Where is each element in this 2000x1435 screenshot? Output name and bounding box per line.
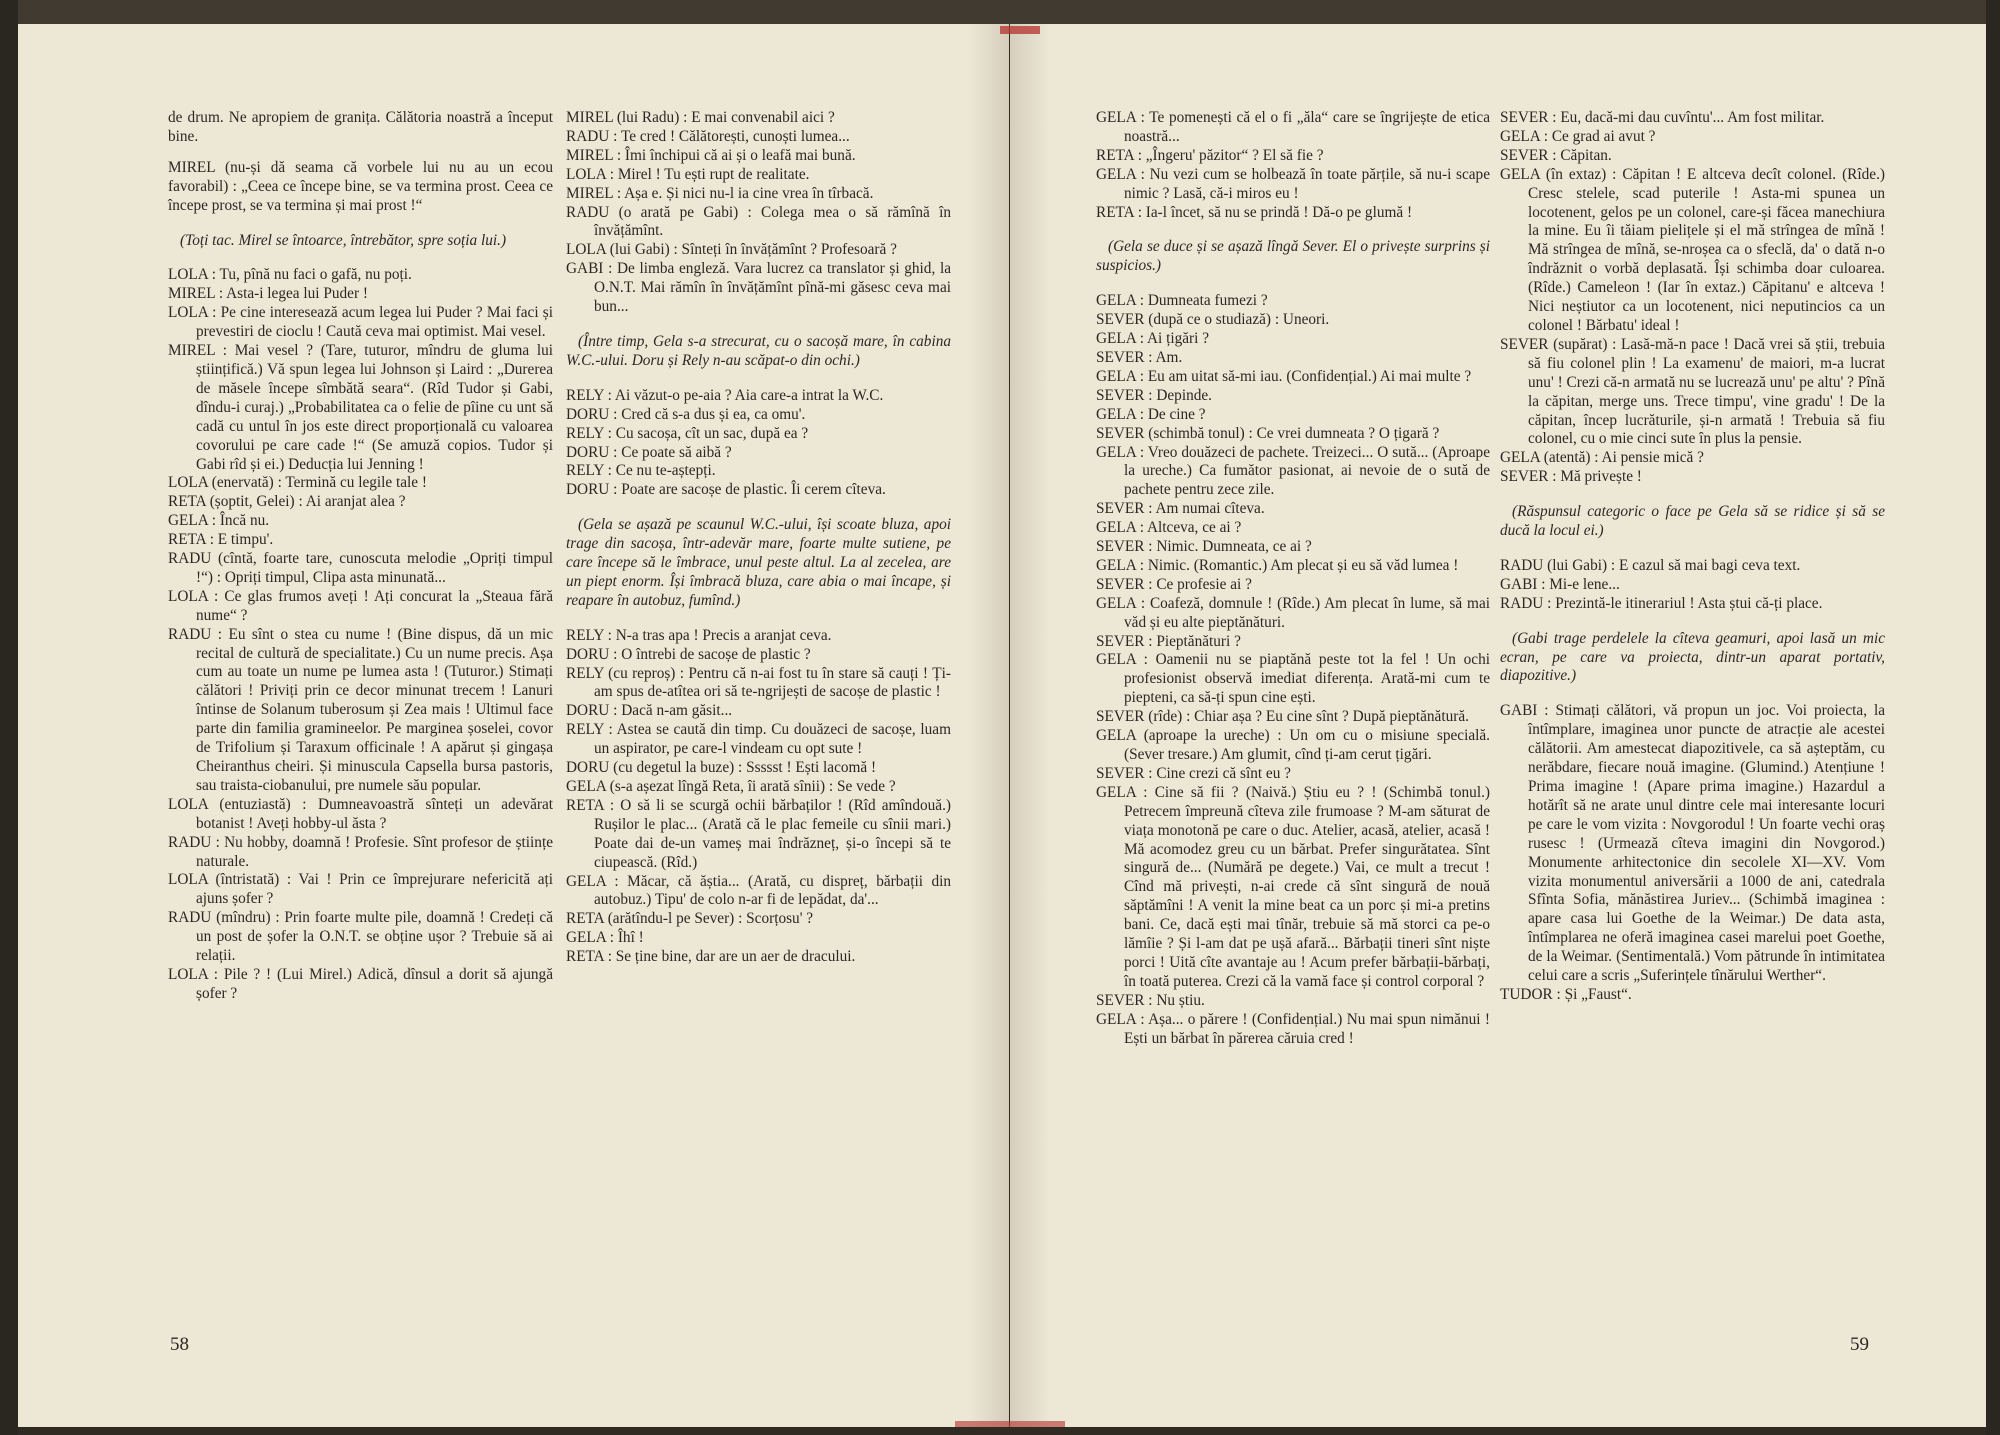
dialogue-line: GABI : De limba engleză. Vara lucrez ca translator și ghid, la O.N.T. Mai rămîn în învățămînt pînă-mi găsesc ceva mai bun... [566,260,951,316]
dialogue-line: RELY : Cu sacoșa, cît un sac, după ea ? [566,424,809,442]
dialogue-line: MIREL : Mai vesel ? (Tare, tuturor, mîndru de gluma lui științifică.) Vă spun legea lui Johnson și Laird : „Durerea de măsele începe sîmbătă seara“. (Rîd Tudor și Gabi, dîndu-i curaj.) „Probabilitatea ca o felie de pîine cu unt să cadă cu untul în jos este direct proporțională cu valoarea covorului pe care cade !“ (Se amuză copios. Tudor și Gabi rîd și ei.) Deducția lui Jenning ! [168,342,553,473]
dialogue-line: RADU (o arată pe Gabi) : Colega mea o să rămînă în învățămînt. [566,203,951,240]
stage-direction: (Gela se așază pe scaunul W.C.-ului, își scoate bluza, apoi trage din sacoșa, într-adevăr mare, foarte multe sutiene, pe care începe să le îmbrace, unul peste altul. La al zecelea, are un piept enorm. Își îmbracă bluza, care abia o mai încape, și reapare în autobuz, fumînd.) [566,516,951,609]
dialogue-line: DORU : Dacă n-am găsit... [566,702,733,720]
dialogue-line: DORU (cu degetul la buze) : Ssssst ! Ești lacomă ! [566,759,877,777]
stage-direction: (Gela se duce și se așază lîngă Sever. El o privește surprins și suspicios.) [1096,238,1490,275]
dialogue-line: TUDOR : Și „Faust“. [1500,985,1632,1003]
right-page-column-1 [1096,109,1490,1049]
dialogue-line: GELA : Dumneata fumezi ? [1096,292,1268,310]
dialogue-line: RELY (cu reproș) : Pentru că n-ai fost tu în stare să cauți ! Ți-am spus de-atîtea ori să te-ngrijești de sacoșe de plastic ! [566,664,951,701]
dialogue-line: RETA : O să li se scurgă ochii bărbaților ! (Rîd amîndouă.) Rușilor le plac... (Arată că le plac femeile cu sînii mari.) Poate dai de-un vameș mai îndrăzneț, și-o începi să te ciupească. (Rîd.) [566,796,951,871]
dialogue-line: SEVER : Nu știu. [1096,991,1205,1009]
dialogue-line: LOLA : Tu, pînă nu faci o gafă, nu poți. [168,266,412,284]
dialogue-line: GELA : Oamenii nu se piaptănă peste tot la fel ! Un ochi profesionist observă imediat diferența. Arată-mi cum te piepteni, ca să-ți spun cine ești. [1096,651,1490,707]
dialogue-line: LOLA : Mirel ! Tu ești rupt de realitate. [566,165,810,183]
dialogue-line: RADU (cîntă, foarte tare, cunoscuta melodie „Opriți timpul !“) : Opriți timpul, Clipa asta minunată... [168,550,553,586]
dialogue-line: GELA : Cine să fii ? (Naivă.) Știu eu ? ! (Schimbă tonul.) Petrecem împreună cîteva zile frumoase ? M-am săturat de viața monotonă pe care o duc. Atelier, acasă, atelier, acasă ! Mă acomodez greu cu un bărbat. Prefer singurătatea. Sînt singură de... (Numără pe degete.) Vai, ce mult a trecut ! Cînd mă privești, n-ai crede că sînt singură de nouă săptămîni ! A venit la mine beat ca un porc și mi-a pretins bani. Ce, dacă ești mai tînăr, trebuie să mă storci ca pe-o lămîie ? Și l-am dat pe ușă afară... Bărbații tineri sînt niște porci ! Uită cîte avantaje au ! Acum prefer bărbații-bărbați, în toată puterea. Crezi că la vamă face și control corporal ? [1096,783,1490,990]
dialogue-line: LOLA : Pe cine interesează acum legea lui Puder ? Mai faci și prevestiri de cioclu ! Caută ceva mai optimist. Mai vesel. [168,304,553,341]
dialogue-line: SEVER : Eu, dacă-mi dau cuvîntu'... Am fost militar. [1500,109,1825,126]
dialogue-line: GELA : Ai țigări ? [1096,330,1210,348]
dialogue-line: SEVER : Depinde. [1096,386,1212,404]
left-page [18,24,1009,1427]
dialogue-line: DORU : O întrebi de sacoșe de plastic ? [566,645,811,663]
left-page-column-1 [168,109,553,1004]
dialogue-line: MIREL : Așa e. Și nici nu-l ia cine vrea în tîrbacă. [566,184,874,202]
dialogue-line: SEVER (supărat) : Lasă-mă-n pace ! Dacă vrei să știi, trebuia să fiu colonel plin ! La examenu' de maiori, m-a lucrat unu' ! Crezi că-n armată nu se lucrează unu' pe altu' ? Pînă la căpitan, merge uns. Trece timpu', vine gradu' ! De la căpitan, încep lucrăturile, și-n armată ! Trebuia să fiu colonel, cu o mie cinci sute în plus la pensie. [1500,335,1885,448]
dialogue-line: LOLA (întristată) : Vai ! Prin ce împrejurare nefericită ați ajuns șofer ? [168,871,553,908]
dialogue-line: GELA : Altceva, ce ai ? [1096,519,1242,537]
dialogue-line: RETA (arătîndu-l pe Sever) : Scorțosu' ? [566,910,814,928]
dialogue-line: GELA : Vreo douăzeci de pachete. Treizeci... O sută... (Aproape la ureche.) Ca fumător pasionat, ai nevoie de o sută de pachete pentru zece zile. [1096,443,1490,499]
dialogue-line: RADU : Te cred ! Călătorești, cunoști lumea... [566,127,850,145]
spine-shadow-right [1010,24,1050,1427]
dialogue-line: LOLA (lui Gabi) : Sînteți în învățămînt ? Profesoară ? [566,241,897,259]
dialogue-line: LOLA (enervată) : Termină cu legile tale ! [168,474,428,492]
stage-direction: (Toți tac. Mirel se întoarce, întrebător, spre soția lui.) [180,231,507,249]
stage-direction: (Între timp, Gela s-a strecurat, cu o sacoșă mare, în cabina W.C.-ului. Doru și Rely n-au scăpat-o din ochi.) [566,332,951,369]
dialogue-line: GABI : Stimați călători, vă propun un joc. Voi proiecta, la întîmplare, imaginea unor puncte de atracție ale acestei călătorii. Am amestecat diapozitivele, ca să așteptăm, cu nerăbdare, fiecare nouă imagine. (Glumind.) Atențiune ! Prima imagine ! (Apare prima imagine.) Hazardul a hotărît să ne arate unul dintre cele mai interesante locuri pe care le vom vizita : Novgorodul ! Un foarte vechi oraș rusesc ! (Urmează cîteva imagini din Novgorod.) Monumente arhitectonice din secolele XI—XV. Vom vizita monumentul aniversării a 1000 de ani, catedrala Sfînta Sofia, mănăstirea Juriev... (Schimbă imaginea : apare casa lui Goethe de la Weimar.) De data asta, întîmplarea ne oferă imaginea casei marelui poet Goethe, de la Weimar. (Sentimentală.) Vom pătrunde în intimitatea celui care a scris „Suferințele tînărului Werther“. [1500,702,1885,985]
dialogue-line: RELY : Ai văzut-o pe-aia ? Aia care-a intrat la W.C. [566,386,884,404]
dialogue-line: MIREL : Îmi închipui că ai și o leafă mai bună. [566,146,856,164]
dialogue-line: MIREL (lui Radu) : E mai convenabil aici ? [566,109,835,126]
dialogue-line: LOLA (entuziastă) : Dumneavoastră sînteți un adevărat botanist ! Aveți hobby-ul ăsta ? [168,795,553,832]
right-page [1010,24,1986,1427]
dialogue-line: RADU : Nu hobby, doamnă ! Profesie. Sînt profesor de științe naturale. [168,833,553,870]
dialogue-line: GELA : Nu vezi cum se holbează în toate părțile, să nu-i scape nimic ? Lasă, că-i miros eu ! [1096,165,1490,202]
dialogue-line: GABI : Mi-e lene... [1500,575,1620,593]
dialogue-line: RADU (lui Gabi) : E cazul să mai bagi ceva text. [1500,556,1801,574]
dialogue-line: RELY : Astea se caută din timp. Cu douăzeci de sacoșe, luam un aspirator, pe care-l vindeam cu opt sute ! [566,721,951,758]
dialogue-line: SEVER : Pieptănături ? [1096,632,1241,650]
dialogue-line: GELA : Ce grad ai avut ? [1500,127,1656,145]
dialogue-line: GELA : Nimic. (Romantic.) Am plecat și eu să văd lumea ! [1096,556,1459,574]
dialogue-line: MIREL : Asta-i legea lui Puder ! [168,285,368,303]
dialogue-line: GELA (atentă) : Ai pensie mică ? [1500,449,1704,467]
dialogue-line: RETA (șoptit, Gelei) : Ai aranjat alea ? [168,493,406,511]
dialogue-line: SEVER (schimbă tonul) : Ce vrei dumneata ? O țigară ? [1096,424,1440,442]
book-cover-right-edge [1986,0,2000,1435]
bookmark-ribbon-top [1000,26,1040,34]
dialogue-line: RETA : Se ține bine, dar are un aer de dracului. [566,948,856,966]
dialogue-line: DORU : Poate are sacoșe de plastic. Îi cerem cîteva. [566,481,886,499]
page-number-right: 59 [1850,1334,1869,1355]
dialogue-line: MIREL (nu-și dă seama că vorbele lui nu au un ecou favorabil) : „Ceea ce începe bine, se va termina prost. Ceea ce începe prost, se va termina și mai prost !“ [168,158,553,214]
page-number-left: 58 [170,1334,189,1355]
dialogue-line: GELA : Eu am uitat să-mi iau. (Confidențial.) Ai mai multe ? [1096,367,1472,385]
dialogue-line: DORU : Cred că s-a dus și ea, ca omu'. [566,405,806,423]
dialogue-line: SEVER (după ce o studiază) : Uneori. [1096,311,1330,329]
dialogue-line: SEVER : Cine crezi că sînt eu ? [1096,764,1291,782]
dialogue-line: GELA : Îhî ! [566,929,644,947]
dialogue-line: SEVER : Nimic. Dumneata, ce ai ? [1096,538,1312,556]
dialogue-line: RETA : Ia-l încet, să nu se prindă ! Dă-o pe glumă ! [1096,203,1413,221]
stage-direction: (Gabi trage perdelele la cîteva geamuri, apoi lasă un mic ecran, pe care va proiecta, dintr-un aparat portativ, diapozitive.) [1500,629,1885,685]
right-page-column-2 [1500,109,1885,1005]
dialogue-line: DORU : Ce poate să aibă ? [566,443,732,461]
dialogue-line: GELA : Încă nu. [168,512,270,530]
dialogue-line: GELA (aproape la ureche) : Un om cu o misiune specială. (Sever tresare.) Am glumit, cînd ți-am cerut țigări. [1096,727,1490,763]
dialogue-line: SEVER : Căpitan. [1500,146,1612,164]
dialogue-line: RELY : N-a tras apa ! Precis a aranjat ceva. [566,626,832,644]
dialogue-line: de drum. Ne apropiem de granița. Călătoria noastră a început bine. [168,109,553,145]
dialogue-line: GELA : Te pomenești că el o fi „ăla“ care se îngrijește de etica noastră... [1096,109,1490,145]
dialogue-line: GELA (s-a așezat lîngă Reta, îi arată sînii) : Se vede ? [566,778,896,795]
dialogue-line: LOLA : Ce glas frumos aveți ! Ați concurat la „Steaua fără nume“ ? [168,587,553,624]
left-page-column-2 [566,109,951,967]
book-cover-left-edge [0,0,18,1435]
dialogue-line: SEVER : Mă privește ! [1500,468,1642,486]
dialogue-line: RADU (mîndru) : Prin foarte multe pile, doamnă ! Credeți că un post de șofer la O.N.T. se obține ușor ? Trebuie să ai relații. [168,909,553,965]
dialogue-line: GELA : Coafeză, domnule ! (Rîde.) Am plecat în lume, să mai văd și eu alte pieptănături. [1096,594,1490,631]
dialogue-line: GELA : Așa... o părere ! (Confidențial.) Nu mai spun nimănui ! Ești un bărbat în părerea căruia cred ! [1096,1010,1490,1047]
dialogue-line: GELA (în extaz) : Căpitan ! E altceva decît colonel. (Rîde.) Cresc stelele, scad puterile ! Asta-mi spunea un locotenent, gelos pe un colonel, care-și făcea manechiura la mine. Eu îi tăiam pielițele și el mă strîngea de mînă ! Mă strîngea de mînă, se-nroșea ca o sfeclă, da' o dată n-o îndrăznit o vorbă deplasată. Își schimba doar culoarea. (Rîde.) Cameleon ! (Iar în extaz.) Căpitanu' e altceva ! Nici neștiutor ca un locotenent, nici neputincios ca un colonel ! Bărbatu' ideal ! [1500,165,1885,334]
dialogue-line: SEVER : Am. [1096,348,1183,366]
dialogue-line: RETA : „Îngeru' păzitor“ ? El să fie ? [1096,146,1324,164]
dialogue-line: GELA : De cine ? [1096,405,1206,423]
spine-shadow-left [968,24,1008,1427]
dialogue-line: SEVER : Ce profesie ai ? [1096,575,1252,593]
dialogue-line: LOLA : Pile ? ! (Lui Mirel.) Adică, dînsul a dorit să ajungă șofer ? [168,965,553,1002]
dialogue-line: RETA : E timpu'. [168,531,274,549]
dialogue-line: GELA : Măcar, că ăștia... (Arată, cu dispreț, bărbații din autobuz.) Tipu' de colo n-ar fi de lepădat, da'... [566,872,951,909]
dialogue-line: RELY : Ce nu te-aștepți. [566,462,716,480]
book-cover-top-edge [0,0,2000,26]
stage-direction: (Răspunsul categoric o face pe Gela să se ridice și să se ducă la locul ei.) [1500,503,1885,540]
dialogue-line: SEVER : Am numai cîteva. [1096,500,1265,518]
dialogue-line: SEVER (rîde) : Chiar așa ? Eu cine sînt ? După pieptănătură. [1096,708,1469,726]
dialogue-line: RADU : Eu sînt o stea cu nume ! (Bine dispus, dă un mic recital de cultură de specialitate.) Cu un nume precis. Așa cum au toate un nume pe lumea asta ! (Tuturor.) Stimați călători ! Priviți prin ce decor minunat trecem ! Lanuri întinse de Solanum tuberosum și Zea mais ! Ultimul face parte din familia gramineelor. Pe marginea șoselei, covor de Trifolium și Taraxum officinale ! A apărut și gingașa Cheiranthus cheiri. Și minuscula Capsella bursa pastoris, sau traista-ciobanului, pre numele său popular. [168,625,553,794]
dialogue-line: RADU : Prezintă-le itinerariul ! Asta ștui că-ți place. [1500,594,1823,612]
bookmark-ribbon-bottom [955,1421,1065,1427]
